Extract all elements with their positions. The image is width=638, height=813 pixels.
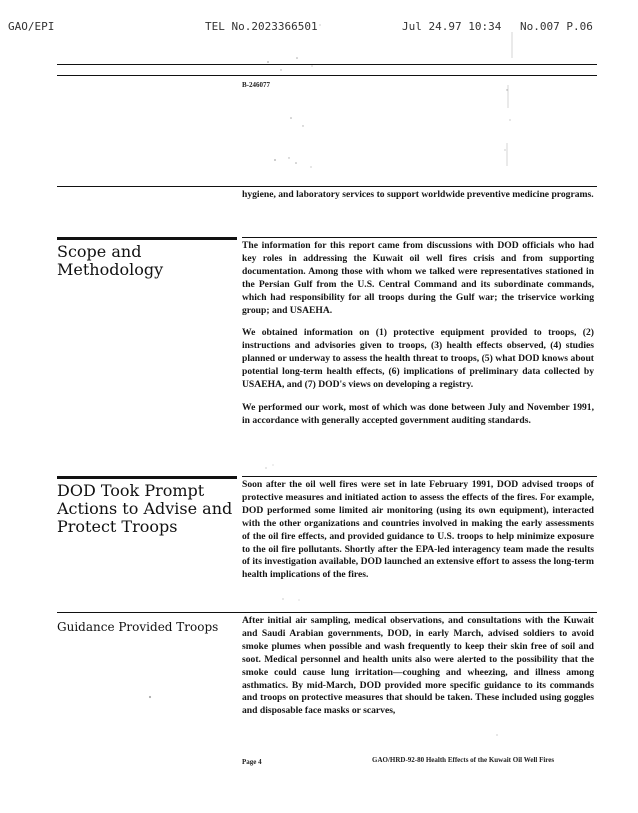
section-rule-guidance bbox=[57, 612, 597, 613]
fax-phone: TEL No.2023366501 bbox=[205, 20, 318, 33]
paragraph: Soon after the oil well fires were set in late February 1991, DOD advised troops of protective measures and initiated action to assess the effects of the fires. For example, DOD performed some limited air monitoring (using its own equipment), interacted with the other organizations and countries involved in making the early assessments of the oil fire effects, and provided guidance to U.S. troops to help minimize exposure to the oil fire pollutants. Shortly after the EPA-led interagency team made the results of its investigation available, DOD launched an extensive effort to assess the long-term health implications of the fires. bbox=[242, 479, 595, 581]
top-rule-1 bbox=[57, 64, 597, 65]
report-number: B-246077 bbox=[242, 81, 270, 89]
fax-datetime: Jul 24.97 10:34 bbox=[402, 20, 502, 33]
section-body-guidance bbox=[242, 615, 594, 728]
section-rule-intro bbox=[57, 186, 597, 187]
heading-rule-scope bbox=[57, 237, 237, 240]
intro-continuation: hygiene, and laboratory services to support worldwide preventive medicine programs. bbox=[242, 189, 594, 200]
page-number: Page 4 bbox=[242, 758, 262, 766]
section-heading-guidance: Guidance Provided Troops bbox=[57, 620, 219, 634]
paragraph: The information for this report came from discussions with DOD officials who had key roles in addressing the Kuwait oil well fires crisis and from supporting documentation. Among those with whom we talked were representatives stationed in the Persian Gulf from the U.S. Central Command and its subordinate commands, which had responsibility for all troops during the Gulf war; the triservice working group; and USAEHA. bbox=[242, 240, 594, 316]
body-rule-scope bbox=[242, 237, 597, 238]
heading-rule-dod bbox=[57, 476, 237, 479]
section-body-dod-actions bbox=[242, 479, 594, 592]
section-heading-scope: Scope and Methodology bbox=[57, 242, 164, 279]
report-footer: GAO/HRD-92-80 Health Effects of the Kuwait Oil Well Fires bbox=[372, 756, 555, 764]
top-rule-2 bbox=[57, 75, 597, 76]
fax-sender: GAO/EPI bbox=[8, 20, 55, 33]
section-body-scope bbox=[242, 240, 594, 438]
paragraph: We performed our work, most of which was done between July and November 1991, in accordance with generally accepted government auditing standards. bbox=[242, 401, 594, 426]
paragraph: We obtained information on (1) protective equipment provided to troops, (2) instructions and advisories given to troops, (3) health effects observed, (4) studies planned or underway to assess the health threat to troops, (5) what DOD knows about potential long-term health effects, (6) implications of preliminary data collected by USAEHA, and (7) DOD's views on developing a registry. bbox=[242, 327, 594, 391]
paragraph: After initial air sampling, medical observations, and consultations with the Kuwait and Saudi Arabian governments, DOD, in early March, advised soldiers to avoid smoke plumes when possible and wash frequently to keep their skin free of soil and soot. Medical personnel and health units also were alerted to the possibility that the smoke could cause lung irritation—coughing and wheezing, and illness among asthmatics. By mid-March, DOD provided more specific guidance to its commands and troops on protective measures that should be taken. These included using goggles and disposable face masks or scarves, bbox=[242, 615, 594, 717]
body-rule-dod bbox=[242, 476, 597, 477]
fax-page-number: No.007 P.06 bbox=[520, 20, 593, 33]
section-heading-dod-actions: DOD Took Prompt Actions to Advise and Protect Troops bbox=[57, 481, 233, 536]
